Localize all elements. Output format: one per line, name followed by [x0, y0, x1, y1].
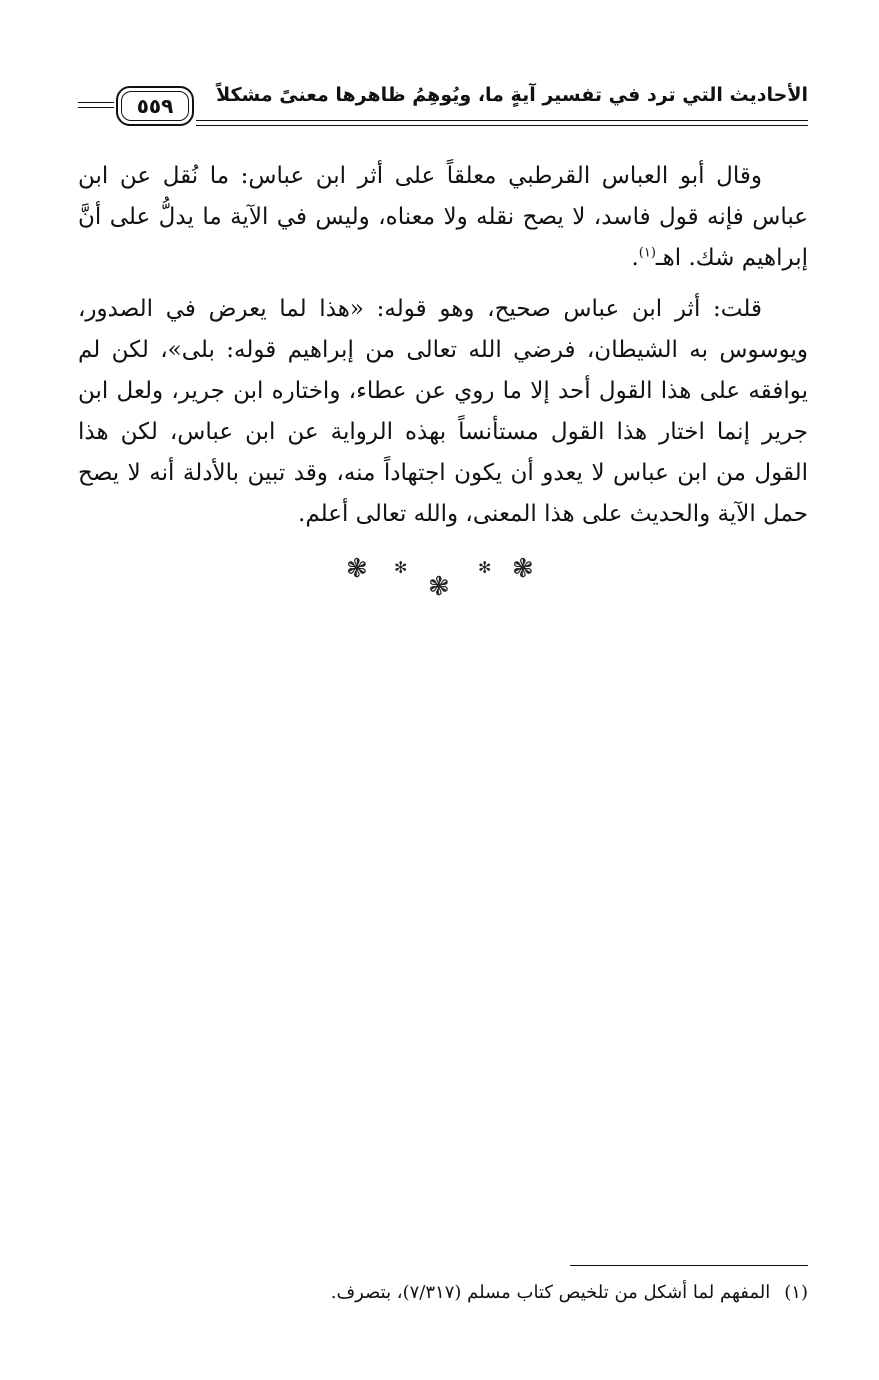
header-left-rule [78, 102, 114, 103]
paragraph-qurtubi-quote [78, 156, 808, 279]
ornament-star-icon: ❃ [512, 554, 534, 584]
running-title: الأحاديث التي ترد في تفسير آيةٍ ما، ويُوهِمُ ظاهرها معنىً مشكلاً [216, 84, 808, 106]
page-number: ٥٥٩ [136, 94, 174, 118]
footnote-separator [570, 1265, 808, 1266]
footnote-reference[interactable]: (١) [638, 245, 656, 261]
footnote-text: المفهم لما أشكل من تلخيص كتاب مسلم (٧/٣١٧)، بتصرف. [330, 1282, 771, 1303]
paragraph-text: قلت: أثر ابن عباس صحيح، وهو قوله: «هذا لما يعرض في الصدور، ويوسوس به الشيطان، فرضي الله تعالى من إبراهيم قوله: بلى»، لكن لم يوافقه على هذا القول أحد إلا ما روي عن عطاء، واختاره ابن جرير، ولعل ابن جرير إنما اختار هذا القول مستأنساً بهذه الرواية عن ابن عباس، لكن هذا القول من ابن عباس لا يعدو أن يكون اجتهاداً منه، وقد تبين بالأدلة أنه لا يصح حمل الآية والحديث على هذا المعنى، والله تعالى أعلم. [78, 296, 808, 527]
ornament-star-icon: ❃ [428, 572, 450, 602]
paragraph-text: وقال أبو العباس القرطبي معلقاً على أثر ابن عباس: ما نُقل عن ابن عباس فإنه قول فاسد، لا يصح نقله ولا معناه، وليس في الآية ما يدلُّ على أنَّ إبراهيم شك. اهـ [78, 163, 808, 271]
ornament-star-icon: ✻ [478, 558, 492, 577]
footnote-marker: (١) [784, 1282, 808, 1303]
header-rule [196, 125, 808, 126]
header-rule [196, 120, 808, 121]
ornament-star-icon: ❃ [346, 554, 368, 584]
body-text [78, 156, 808, 545]
section-ornament [340, 556, 540, 606]
paragraph-tail: . [631, 245, 639, 271]
header-left-rule [78, 107, 114, 108]
ornament-star-icon: ✻ [394, 558, 408, 577]
footnote [78, 1278, 808, 1308]
page-number-frame [116, 86, 194, 126]
paragraph-author-comment [78, 289, 808, 535]
running-header [78, 78, 808, 134]
